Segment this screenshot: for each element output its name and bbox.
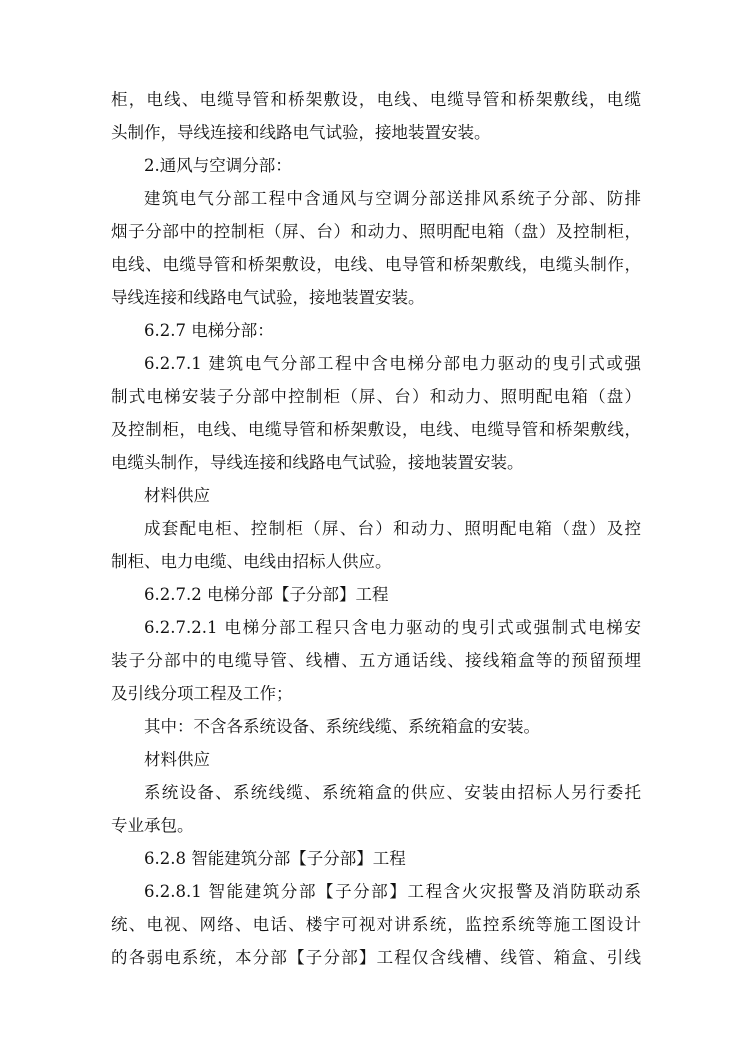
section-heading: 6.2.8 智能建筑分部【子分部】工程 (144, 849, 406, 868)
text-line: 统、电视、网络、电话、楼宇可视对讲系统，监控系统等施工图设计 (111, 915, 641, 934)
text-line: 制式电梯安装子分部中控制柜（屏、台）和动力、照明配电箱（盘） (111, 387, 641, 406)
text-line: 的各弱电系统，本分部【子分部】工程仅含线槽、线管、箱盒、引线 (111, 948, 641, 967)
text-line: 6.2.7.2.1 电梯分部工程只含电力驱动的曳引式或强制式电梯安 (144, 618, 641, 637)
subheading: 材料供应 (144, 486, 210, 505)
text-line: 6.2.8.1 智能建筑分部【子分部】工程含火灾报警及消防联动系 (144, 882, 641, 901)
section-heading: 6.2.7.2 电梯分部【子分部】工程 (144, 585, 389, 604)
text-line: 电缆头制作，导线连接和线路电气试验，接地装置安装。 (111, 453, 524, 472)
text-line: 柜，电线、电缆导管和桥架敷设，电线、电缆导管和桥架敷线，电缆 (111, 90, 641, 109)
text-line: 制柜、电力电缆、电线由招标人供应。 (111, 552, 392, 571)
text-line: 烟子分部中的控制柜（屏、台）和动力、照明配电箱（盘）及控制柜， (111, 222, 641, 241)
text-line: 及引线分项工程及工作； (111, 684, 293, 703)
text-line: 系统设备、系统线缆、系统箱盒的供应、安装由招标人另行委托 (144, 783, 641, 802)
text-line: 导线连接和线路电气试验，接地装置安装。 (111, 288, 425, 307)
text-line: 专业承包。 (111, 816, 194, 835)
text-line: 头制作，导线连接和线路电气试验，接地装置安装。 (111, 123, 491, 142)
text-line: 6.2.7.1 建筑电气分部工程中含电梯分部电力驱动的曳引式或强 (144, 354, 641, 373)
section-heading: 6.2.7 电梯分部： (144, 321, 274, 340)
text-line: 成套配电柜、控制柜（屏、台）和动力、照明配电箱（盘）及控 (144, 519, 641, 538)
text-line: 及控制柜，电线、电缆导管和桥架敷设，电线、电缆导管和桥架敷线， (111, 420, 641, 439)
text-line: 其中：不含各系统设备、系统线缆、系统箱盒的安装。 (144, 717, 540, 736)
text-line: 建筑电气分部工程中含通风与空调分部送排风系统子分部、防排 (144, 189, 641, 208)
section-heading: 2.通风与空调分部： (144, 156, 292, 175)
text-line: 装子分部中的电缆导管、线槽、五方通话线、接线箱盒等的预留预埋 (111, 651, 641, 670)
text-line: 电线、电缆导管和桥架敷设，电线、电导管和桥架敷线，电缆头制作， (111, 255, 641, 274)
subheading: 材料供应 (144, 750, 210, 769)
